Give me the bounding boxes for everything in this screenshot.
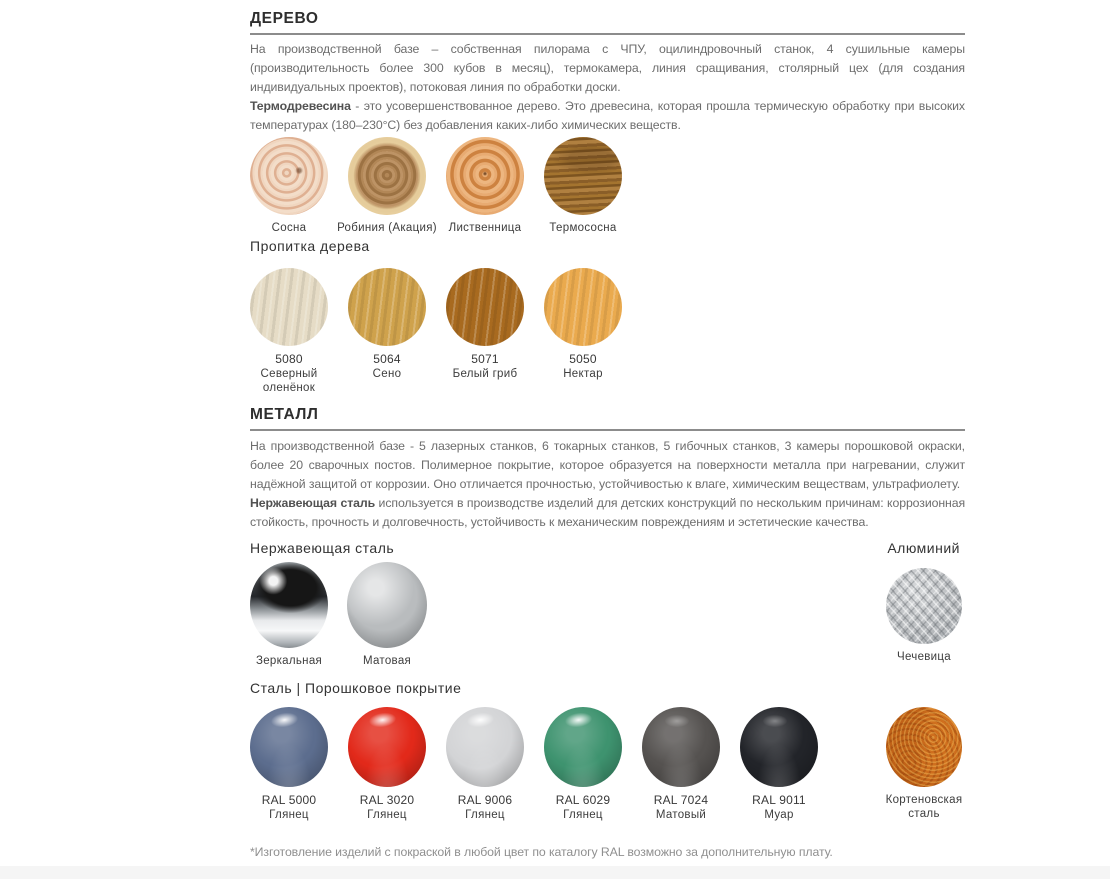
stain-name: Сено bbox=[372, 368, 402, 380]
wood-swatch-larch bbox=[446, 137, 524, 235]
swatch-label: Зеркальная bbox=[255, 655, 323, 667]
swatch-label bbox=[528, 352, 638, 381]
swatch-label: Лиственница bbox=[448, 222, 522, 234]
wood-species-row bbox=[250, 137, 965, 235]
ral-9011-ball-swatch bbox=[740, 707, 818, 787]
stain-5080-swatch bbox=[250, 268, 328, 346]
impregnation-swatch bbox=[446, 268, 524, 381]
diamond-plate-swatch bbox=[886, 568, 962, 644]
pine-cross-section-swatch bbox=[250, 137, 328, 215]
impregnation-swatch bbox=[544, 268, 622, 381]
swatch-label bbox=[626, 793, 736, 822]
swatch-label bbox=[528, 793, 638, 822]
stain-name: Белый гриб bbox=[452, 368, 518, 380]
swatch-label: Кортеновская сталь bbox=[885, 794, 963, 820]
stain-5050-swatch bbox=[544, 268, 622, 346]
ral-finish: Муар bbox=[764, 809, 794, 821]
aluminium-title: Алюминий bbox=[887, 540, 960, 556]
thermo-text: - это усовершенствованное дерево. Это древесина, которая прошла термическую обработку при высоких температурах (180–230°C) без добавления каких-либо химических веществ. bbox=[250, 99, 965, 132]
corten-swatch bbox=[885, 707, 963, 821]
swatch-label bbox=[332, 352, 442, 381]
wood-swatch-pine bbox=[250, 137, 328, 235]
metal-section-title: МЕТАЛЛ bbox=[250, 406, 965, 431]
swatch-label bbox=[724, 793, 834, 822]
wood-section-title: ДЕРЕВО bbox=[250, 10, 965, 35]
powder-swatch bbox=[446, 707, 524, 822]
swatch-label bbox=[234, 352, 344, 395]
swatch-label: Чечевица bbox=[897, 651, 951, 663]
swatch-label bbox=[234, 793, 344, 822]
swatch-label: Матовая bbox=[362, 655, 412, 667]
powder-swatch bbox=[250, 707, 328, 822]
impregnation-title: Пропитка дерева bbox=[250, 238, 370, 254]
powder-swatch bbox=[740, 707, 818, 822]
ral-finish: Глянец bbox=[563, 809, 603, 821]
swatch-label: Сосна bbox=[271, 222, 307, 234]
impregnation-swatch bbox=[348, 268, 426, 381]
ral-code: RAL 6029 bbox=[555, 793, 611, 807]
ral-code: RAL 3020 bbox=[359, 793, 415, 807]
swatch-label: Термососна bbox=[549, 222, 617, 234]
ral-code: RAL 5000 bbox=[261, 793, 317, 807]
stainless-swatch-matte bbox=[348, 562, 426, 668]
ral-code: RAL 9006 bbox=[457, 793, 513, 807]
powder-swatch bbox=[642, 707, 720, 822]
wood-intro-block bbox=[250, 40, 965, 135]
ral-code: RAL 7024 bbox=[653, 793, 709, 807]
metal-intro-block bbox=[250, 437, 965, 532]
wood-swatch-robinia bbox=[337, 137, 437, 235]
ral-6029-ball-swatch bbox=[544, 707, 622, 787]
ral-finish: Матовый bbox=[655, 809, 707, 821]
stainless-title: Нержавеющая сталь bbox=[250, 540, 395, 556]
stainless-swatch-mirror bbox=[250, 562, 328, 668]
powder-row bbox=[250, 707, 965, 822]
matte-steel-ball-swatch bbox=[347, 562, 427, 648]
ral-9006-ball-swatch bbox=[446, 707, 524, 787]
ral-finish: Глянец bbox=[367, 809, 407, 821]
stain-code: 5064 bbox=[373, 352, 401, 366]
powder-title: Сталь | Порошковое покрытие bbox=[250, 680, 462, 696]
stainless-term: Нержавеющая сталь bbox=[250, 496, 376, 510]
thermo-term: Термодревесина bbox=[250, 99, 351, 113]
ral-finish: Глянец bbox=[465, 809, 505, 821]
impregnation-swatch bbox=[250, 268, 328, 395]
stain-5064-swatch bbox=[348, 268, 426, 346]
ral-5000-ball-swatch bbox=[250, 707, 328, 787]
mirror-steel-ball-swatch bbox=[250, 562, 328, 648]
swatch-label: Робиния (Акация) bbox=[337, 222, 437, 234]
wood-intro-paragraph: На производственной базе – собственная пилорама с ЧПУ, оцилиндровочный станок, 4 сушильные камеры (производительность более 300 кубов в месяц), термокамера, линия сращивания, столярный цех (для создания индивидуальных проектов), потоковая линия по обработки доски. bbox=[250, 42, 965, 94]
corten-steel-swatch bbox=[886, 707, 962, 787]
stain-5071-swatch bbox=[446, 268, 524, 346]
ral-code: RAL 9011 bbox=[752, 793, 806, 807]
ral-footnote: *Изготовление изделий с покраской в любой цвет по каталогу RAL возможно за дополнительную плату. bbox=[250, 845, 833, 859]
stain-code: 5080 bbox=[275, 352, 303, 366]
robinia-cross-section-swatch bbox=[348, 137, 426, 215]
thermo-pine-grain-swatch bbox=[544, 137, 622, 215]
stainless-text: используется в производстве изделий для детских конструкций по нескольким причинам: коррозионная стойкость, прочность и долговечность, устойчивость к механическим повреждениям и эстетические качества. bbox=[250, 496, 966, 529]
stain-code: 5050 bbox=[569, 352, 597, 366]
wood-thermo-paragraph bbox=[250, 97, 965, 135]
ral-7024-ball-swatch bbox=[642, 707, 720, 787]
ral-3020-ball-swatch bbox=[348, 707, 426, 787]
stainless-paragraph bbox=[250, 494, 965, 532]
aluminium-swatch bbox=[885, 562, 963, 664]
powder-swatch bbox=[544, 707, 622, 822]
swatch-label bbox=[332, 793, 442, 822]
stainless-row bbox=[250, 562, 965, 668]
metal-subheadings bbox=[250, 540, 965, 556]
stain-name: Нектар bbox=[563, 368, 603, 380]
stain-name: Северный оленёнок bbox=[260, 368, 318, 394]
metal-intro-paragraph: На производственной базе - 5 лазерных станков, 6 токарных станков, 5 гибочных станков, 3 камеры порошковой окраски, более 20 сварочных постов. Полимерное покрытие, которое образуется на поверхности металла при нагревании, служит надёжной защитой от коррозии. Оно отличается прочностью, устойчивостью к влаге, химическим веществам, ультрафиолету. bbox=[250, 439, 965, 491]
ral-finish: Глянец bbox=[269, 809, 309, 821]
swatch-label bbox=[430, 352, 540, 381]
impregnation-row bbox=[250, 268, 965, 395]
wood-swatch-thermopine bbox=[544, 137, 622, 235]
powder-swatch bbox=[348, 707, 426, 822]
swatch-label bbox=[430, 793, 540, 822]
stain-code: 5071 bbox=[471, 352, 499, 366]
larch-cross-section-swatch bbox=[446, 137, 524, 215]
page-bottom-edge bbox=[0, 866, 1110, 879]
